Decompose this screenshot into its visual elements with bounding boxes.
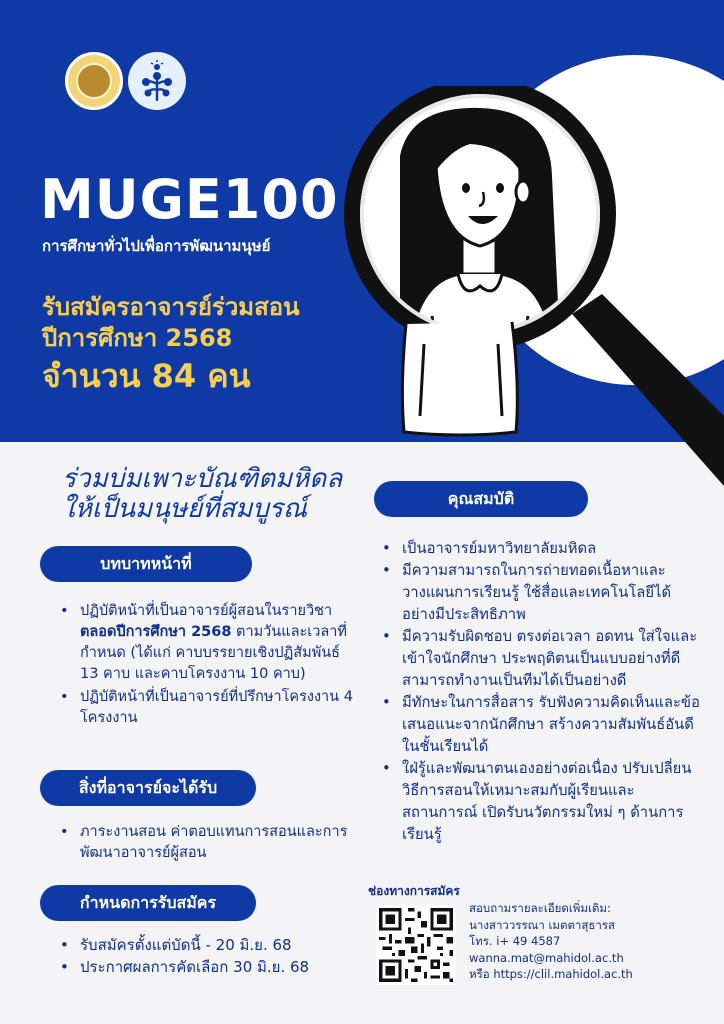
mahidol-university-seal-icon <box>65 52 123 110</box>
list-item: • รับสมัครตั้งแต่บัดนี้ - 20 มิ.ย. 68 <box>58 934 368 956</box>
page-subtitle: การศึกษาทั่วไปเพื่อการพัฒนามนุษย์ <box>42 237 271 255</box>
benefits-heading: สิ่งที่อาจารย์จะได้รับ <box>40 770 256 806</box>
slogan-line1: ร่วมบ่มเพาะบัณฑิตมหิดล <box>62 464 343 494</box>
contact-info <box>469 900 633 983</box>
deadline-list <box>58 934 368 978</box>
contact-line: สอบถามรายละเอียดเพิ่มเติม: <box>469 901 611 915</box>
recruit-heading-line3: จำนวน 84 คน <box>42 357 251 395</box>
list-item: • ปฏิบัติหน้าที่เป็นอาจารย์ที่ปรึกษาโครงงาน 4 โครงงาน <box>58 687 358 729</box>
roles-list <box>58 601 358 731</box>
deadline-heading: กำหนดการรับสมัคร <box>40 885 256 921</box>
magnifying-glass-illustration <box>340 86 724 506</box>
benefits-list <box>58 822 358 864</box>
application-channel-label: ช่องทางการสมัคร <box>368 884 460 898</box>
list-item: • เป็นอาจารย์มหาวิทยาลัยมหิดล <box>380 538 700 560</box>
list-item: • มีความรับผิดชอบ ตรงต่อเวลา อดทน ใส่ใจและเข้าใจนักศึกษา ประพฤติตนเป็นแบบอย่างที่ดี สามารถทำงานเป็นทีมได้เป็นอย่างดี <box>380 626 700 692</box>
list-item: • ประกาศผลการคัดเลือก 30 มิ.ย. 68 <box>58 956 368 978</box>
list-item: • มีทักษะในการสื่อสาร รับฟังความคิดเห็นและข้อเสนอแนะจากนักศึกษา สร้างความสัมพันธ์อันดีในชั้นเรียนได้ <box>380 692 700 758</box>
tree-logo-icon <box>128 52 186 110</box>
contact-phone: โทร. i+ 49 4587 <box>469 934 561 948</box>
qualifications-heading: คุณสมบัติ <box>374 481 588 517</box>
contact-name: นางสาววรรณา เมตตาสุธารส <box>469 917 616 932</box>
qualifications-list <box>380 538 700 846</box>
list-item: • ปฏิบัติหน้าที่เป็นอาจารย์ผู้สอนในรายวิชา ตลอดปีการศึกษา 2568 ตามวันและเวลาที่กำหนด (ได้แก่ คาบบรรยายเชิงปฏิสัมพันธ์ 13 คาบ และคาบโครงงาน 10 คาบ) <box>58 601 358 685</box>
contact-email-link[interactable]: wanna.mat@mahidol.ac.th <box>469 950 624 965</box>
list-item: • ใฝ่รู้และพัฒนาตนเองอย่างต่อเนื่อง ปรับเปลี่ยนวิธีการสอนให้เหมาะสมกับผู้เรียนและสถานการณ์ เปิดรับนวัตกรรมใหม่ ๆ ด้านการเรียนรู้ <box>380 758 700 846</box>
recruit-heading-line1: รับสมัครอาจารย์ร่วมสอน <box>42 293 300 321</box>
contact-website-link[interactable]: หรือ https://clil.mahidol.ac.th <box>469 967 633 981</box>
recruit-heading-line2: ปีการศึกษา 2568 <box>42 324 233 352</box>
slogan-line2: ให้เป็นมนุษย์ที่สมบูรณ์ <box>62 494 308 524</box>
list-item: • ภาระงานสอน ค่าตอบแทนการสอนและการพัฒนาอาจารย์ผู้สอน <box>58 822 358 864</box>
list-item: • มีความสามารถในการถ่ายทอดเนื้อหาและวางแผนการเรียนรู้ ใช้สื่อและเทคโนโลยีได้อย่างมีประสิทธิภาพ <box>380 560 700 626</box>
roles-heading: บทบาทหน้าที่ <box>40 546 252 582</box>
page-title: MUGE100 <box>40 168 339 231</box>
qr-code[interactable] <box>376 905 456 985</box>
